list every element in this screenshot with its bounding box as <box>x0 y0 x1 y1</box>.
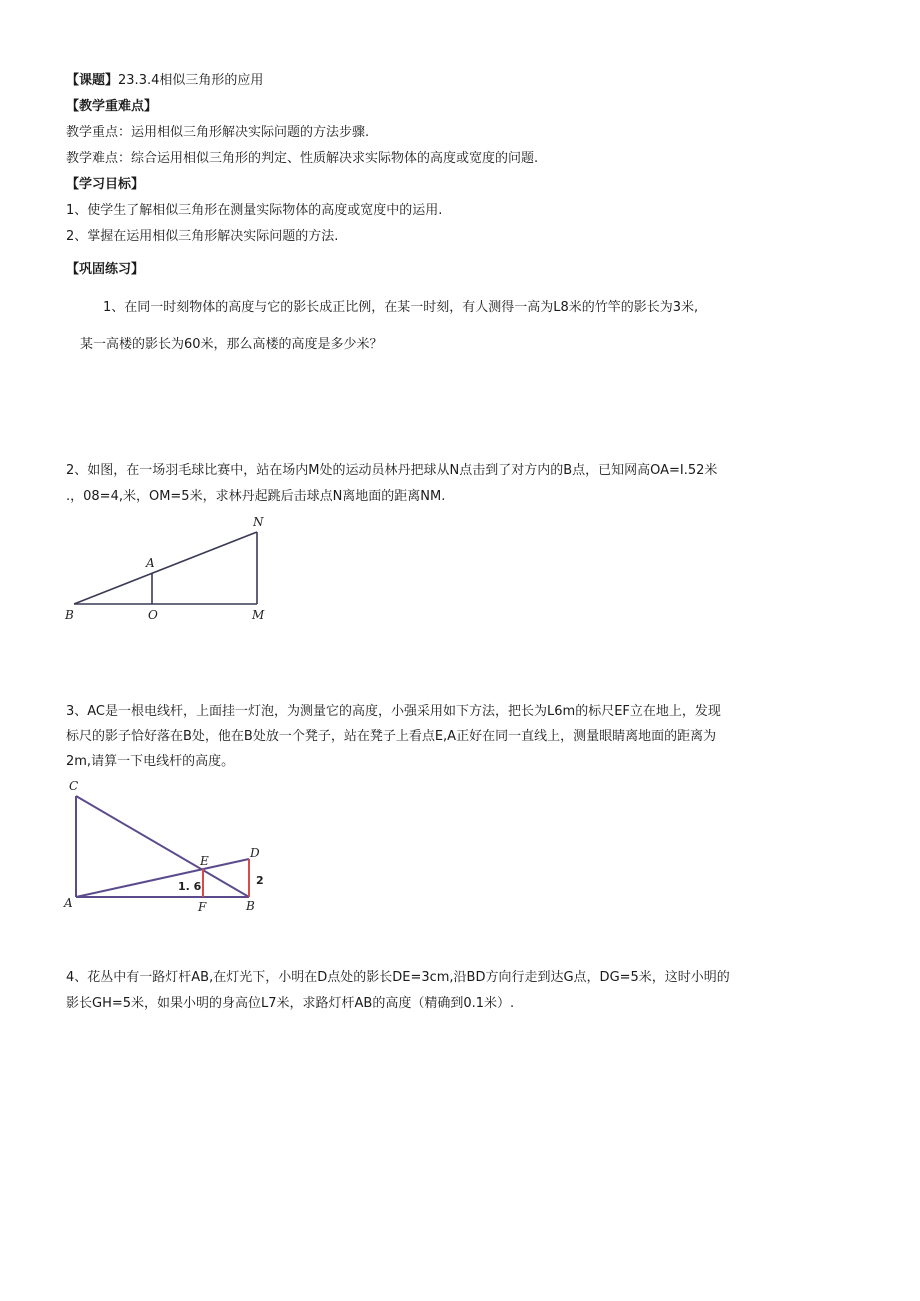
problem-4-line-1: 4、花丛中有一路灯杆AB,在灯光下，小明在D点处的影长DE=3cm,沿BD方向行走到达G点，DG=5米，这时小明的 <box>66 970 730 985</box>
fig2-label-c: C <box>69 779 79 793</box>
figure-badminton <box>60 510 280 622</box>
problem-3-line-3: 2m,请算一下电线杆的高度。 <box>66 754 235 769</box>
fig2-light-ray-line <box>76 796 249 897</box>
fig2-label-e: E <box>200 854 209 868</box>
difficulty-line: 教学难点：综合运用相似三角形的判定、性质解决求实际物体的高度或宽度的问题. <box>66 151 539 166</box>
fig2-label-b: B <box>246 899 255 913</box>
goal-2: 2、掌握在运用相似三角形解决实际问题的方法. <box>66 229 339 244</box>
fig2-sight-line <box>76 859 249 897</box>
fig1-hypotenuse-line <box>74 532 257 604</box>
fig2-dim-bd: 2 <box>256 874 264 887</box>
topic-text: 23.3.4相似三角形的应用 <box>118 73 264 88</box>
problem-4-line-2: 影长GH=5米，如果小明的身高位L7米，求路灯杆AB的高度（精确到0.1米）. <box>66 996 515 1011</box>
problem-3-line-1: 3、AC是一根电线杆，上面挂一灯泡，为测量它的高度，小强采用如下方法，把长为L6m的标尺EF立在地上，发现 <box>66 704 721 719</box>
fig2-label-a: A <box>64 896 73 910</box>
problem-1-line-2: 某一高楼的影长为60米，那么高楼的高度是多少米？ <box>80 337 383 352</box>
fig1-label-m: M <box>252 608 265 622</box>
problem-2-line-1: 2、如图，在一场羽毛球比赛中，站在场内M处的运动员林丹把球从N点击到了对方内的B点，已知网高OA=I.52米 <box>66 463 718 478</box>
goals-heading: 【学习目标】 <box>66 177 145 192</box>
problem-2-line-2: .，08=4,米，OM=5米，求林丹起跳后击球点N离地面的距离NM. <box>66 489 446 504</box>
keypoints-heading: 【教学重难点】 <box>66 99 158 114</box>
fig1-label-o: O <box>148 608 158 622</box>
fig1-label-a: A <box>146 556 155 570</box>
topic-line <box>66 72 263 90</box>
fig2-label-f: F <box>198 900 207 914</box>
problem-3-line-2: 标尺的影子恰好落在B处，他在B处放一个凳子，站在凳子上看点E,A正好在同一直线上，测量眼睛离地面的距离为 <box>66 729 717 744</box>
topic-label: 【课题】 <box>66 73 119 88</box>
practice-heading: 【巩固练习】 <box>66 262 145 277</box>
fig1-label-b: B <box>65 608 74 622</box>
goal-1: 1、使学生了解相似三角形在测量实际物体的高度或宽度中的运用. <box>66 203 443 218</box>
keypoint-line: 教学重点：运用相似三角形解决实际问题的方法步骤. <box>66 125 370 140</box>
fig1-label-n: N <box>253 515 264 529</box>
fig2-dim-ef: 1. 6 <box>178 880 202 893</box>
problem-1-line-1: 1、在同一时刻物体的高度与它的影长成正比例，在某一时刻，有人测得一高为L8米的竹竿的影长为3米, <box>103 300 699 315</box>
figure-lamp-pole <box>60 776 280 916</box>
fig2-label-d: D <box>250 846 260 860</box>
